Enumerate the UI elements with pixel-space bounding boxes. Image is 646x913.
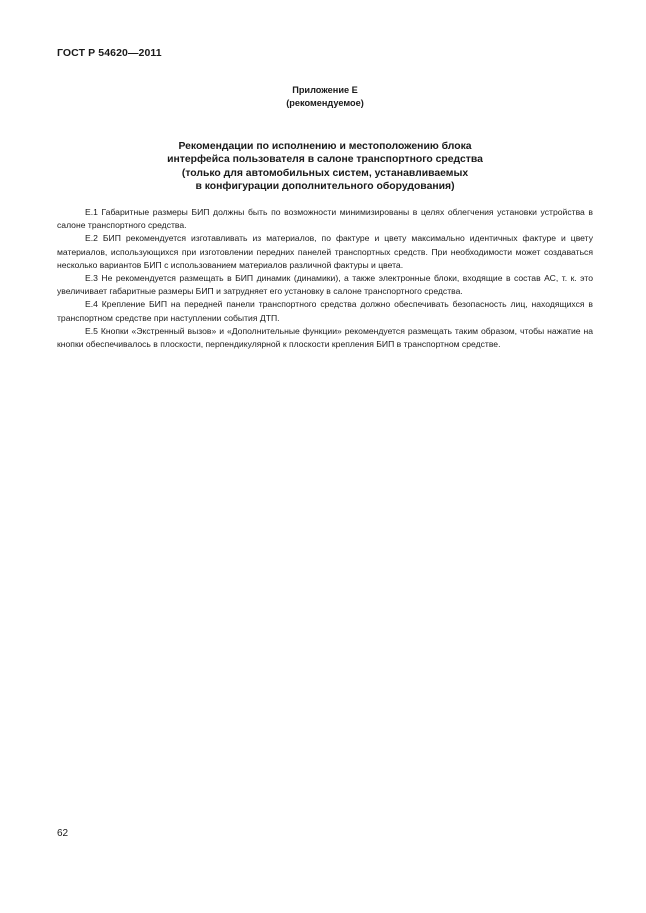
paragraph-e4: Е.4 Крепление БИП на передней панели транспортного средства должно обеспечивать безопасность лиц, находящихся в транспортном средстве при наступлении события ДТП. <box>57 299 593 323</box>
annex-title: Приложение Е <box>292 85 358 95</box>
body-text <box>57 206 593 351</box>
annex-heading <box>57 84 593 110</box>
paragraph-e5: Е.5 Кнопки «Экстренный вызов» и «Дополнительные функции» рекомендуется размещать таким образом, чтобы нажатие на кнопки обеспечивалось в плоскости, перпендикулярной к плоскости крепления БИП в транспортном средстве. <box>57 325 593 350</box>
paragraph-e3: Е.3 Не рекомендуется размещать в БИП динамик (динамики), а также электронные блоки, входящие в состав АС, т. к. это увеличивает габаритные размеры БИП и затрудняет его установку в салоне транспортного средства. <box>57 273 593 297</box>
section-title-line: Рекомендации по исполнению и местоположению блока <box>178 141 472 152</box>
section-title-line: (только для автомобильных систем, устанавливаемых <box>181 167 469 179</box>
page-number: 62 <box>57 828 69 839</box>
section-title-line: в конфигурации дополнительного оборудования) <box>195 181 455 193</box>
standard-id-header: ГОСТ Р 54620—2011 <box>57 47 162 59</box>
section-title <box>57 140 593 194</box>
annex-status: (рекомендуемое) <box>286 98 364 108</box>
paragraph-e1: Е.1 Габаритные размеры БИП должны быть по возможности минимизированы в целях облегчения установки устройства в салоне транспортного средства. <box>57 207 593 231</box>
section-title-line: интерфейса пользователя в салоне транспортного средства <box>167 154 483 166</box>
paragraph-e2: Е.2 БИП рекомендуется изготавливать из материалов, по фактуре и цвету максимально идентичных фактуре и цвету материалов, использующихся при изготовлении передних панелей транспортных средств. При необходимости может создаваться несколько вариантов БИП с использованием материалов различной фактуры и цвета. <box>57 233 593 270</box>
